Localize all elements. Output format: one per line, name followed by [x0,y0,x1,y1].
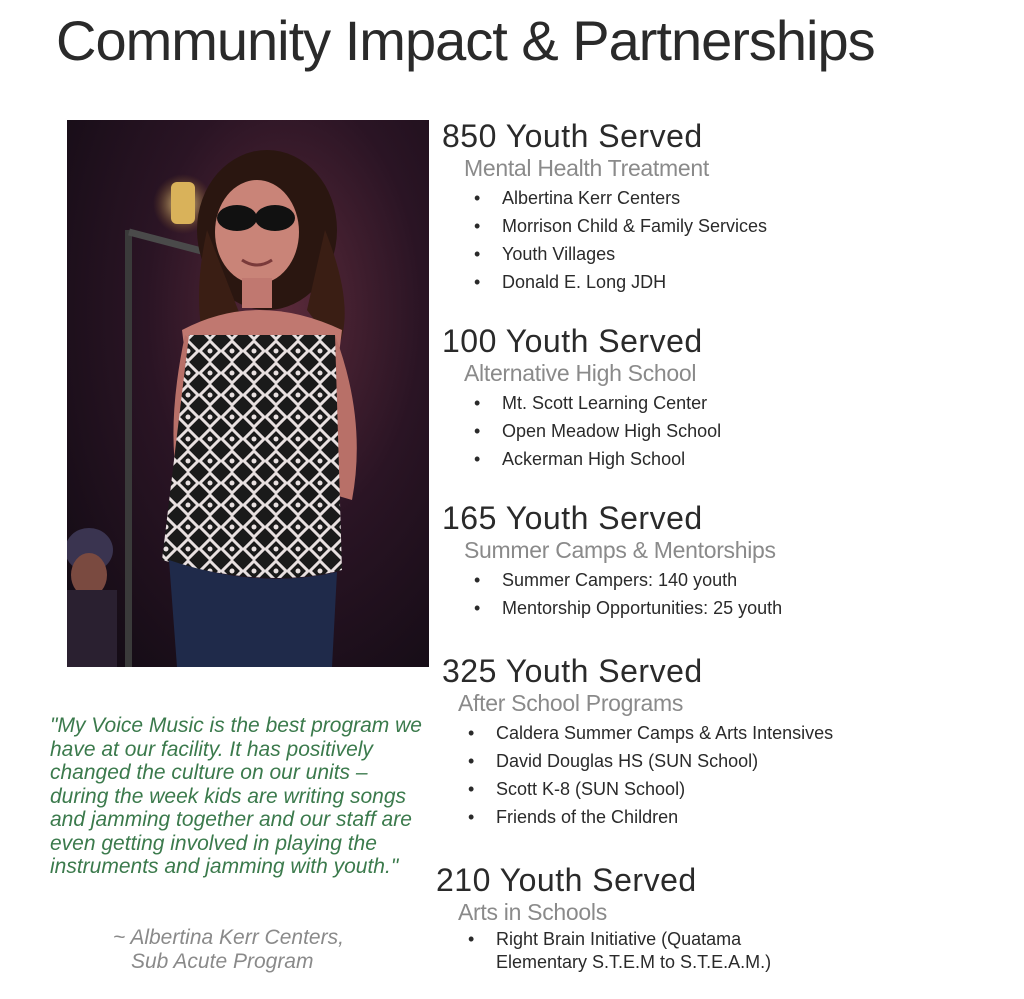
list-item: • Caldera Summer Camps & Arts Intensives [436,719,833,747]
partner-list [436,928,826,974]
testimonial-attribution [113,926,413,974]
page-title: Community Impact & Partnerships [56,9,875,72]
section-subheading: Summer Camps & Mentorships [464,537,776,563]
section-heading: 100 Youth Served [442,323,703,359]
partner-list [436,719,833,831]
partner-list [442,184,767,296]
list-item: • Mt. Scott Learning Center [442,389,721,417]
list-item: • Right Brain Initiative (Quatama Elementary S.T.E.M to S.T.E.A.M.) [436,928,826,974]
impact-section-alternative-high-school [442,323,721,473]
section-subheading: Mental Health Treatment [464,155,709,181]
testimonial-quote: "My Voice Music is the best program we have at our facility. It has positively changed the culture on our units – during the week kids are writing songs and jamming together and our staff are even getting involved in playing the instruments and jamming with youth." [50,714,422,878]
list-item: • Scott K-8 (SUN School) [436,775,833,803]
list-item: • Albertina Kerr Centers [442,184,767,212]
list-item: • Youth Villages [442,240,767,268]
attribution-line: ~ Albertina Kerr Centers, [113,926,344,949]
performer-illustration [67,120,429,667]
impact-section-arts-in-schools [436,862,826,974]
list-item: • Friends of the Children [436,803,833,831]
section-subheading: Arts in Schools [458,899,607,925]
list-item: • Ackerman High School [442,445,721,473]
performer-photo [67,120,429,667]
section-heading: 325 Youth Served [442,653,703,689]
section-heading: 210 Youth Served [436,862,697,898]
partner-list [442,566,782,622]
impact-section-after-school [442,653,833,831]
section-subheading: Alternative High School [464,360,697,386]
list-item: • Open Meadow High School [442,417,721,445]
list-item: • Donald E. Long JDH [442,268,767,296]
impact-section-mental-health [442,118,767,296]
impact-section-summer-camps [442,500,782,622]
attribution-line: Sub Acute Program [131,950,314,973]
section-subheading: After School Programs [458,690,684,716]
section-heading: 165 Youth Served [442,500,703,536]
partner-list [442,389,721,473]
list-item: • Summer Campers: 140 youth [442,566,782,594]
section-heading: 850 Youth Served [442,118,703,154]
list-item: • Morrison Child & Family Services [442,212,767,240]
list-item: • Mentorship Opportunities: 25 youth [442,594,782,622]
list-item: • David Douglas HS (SUN School) [436,747,833,775]
